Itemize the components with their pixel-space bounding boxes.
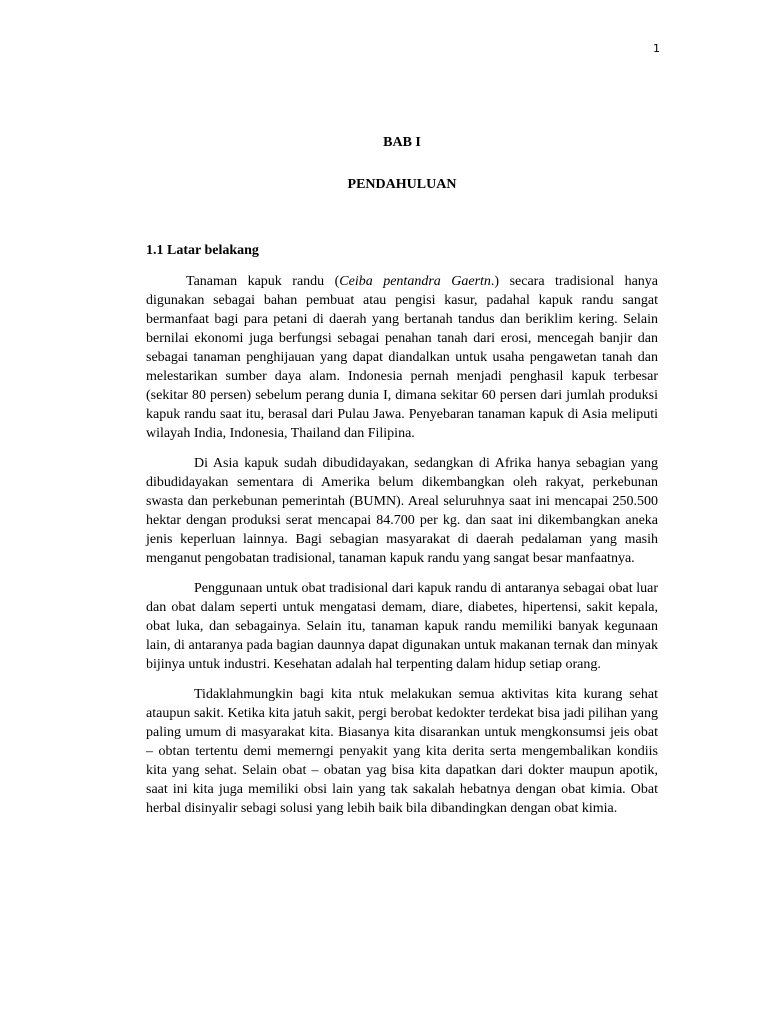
chapter-number: BAB I bbox=[383, 135, 421, 150]
paragraph-4 bbox=[146, 685, 658, 818]
paragraph-3-text: Penggunaan untuk obat tradisional dari kapuk randu di antaranya sebagai obat luar dan obat dalam seperti untuk mengatasi demam, diare, diabetes, hipertensi, sakit kepala, obat luka, dan sebagainya. Selain itu, tanaman kapuk randu memiliki banyak kegunaan lain, di antaranya pada bagian daunnya dapat digunakan untuk makanan ternak dan minyak bijinya untuk industri. Kesehatan adalah hal terpenting dalam hidup setiap orang. bbox=[146, 581, 658, 672]
paragraph-1-text: .) secara tradisional hanya digunakan sebagai bahan pembuat atau pengisi kasur, padahal kapuk randu sangat bermanfaat bagi para petani di daerah yang bertanah tandus dan beriklim kering. Selain bernilai ekonomi juga berfungsi sebagai penahan tanah dari erosi, mencegah banjir dan sebagai tanaman penghijauan yang dapat diandalkan untuk usaha pengawetan tanah dan melestarikan sumber daya alam. Indonesia pernah menjadi penghasil kapuk terbesar (sekitar 80 persen) sebelum perang dunia I, dimana sekitar 60 persen dari jumlah produksi kapuk randu saat itu, berasal dari Pulau Jawa. Penyebaran tanaman kapuk di Asia meliputi wilayah India, Indonesia, Thailand dan Filipina. bbox=[146, 274, 659, 441]
species-name: Ceiba pentandra Gaertn bbox=[339, 274, 491, 289]
page-number: 1 bbox=[653, 42, 660, 55]
paragraph-1-lead: Tanaman kapuk randu ( bbox=[186, 274, 340, 289]
section-heading: 1.1 Latar belakang bbox=[146, 243, 259, 258]
paragraph-4-text: Tidaklahmungkin bagi kita ntuk melakukan semua aktivitas kita kurang sehat ataupun sakit. Ketika kita jatuh sakit, pergi berobat kedokter terdekat bisa jadi pilihan yang paling umum di masyarakat kita. Biasanya kita disarankan untuk mengkonsumsi jeis obat – obtan tertentu demi memerngi penyakit yang kita derita serta mengembalikan kondiis kita yang sehat. Selain obat – obatan yag bisa kita dapatkan dari dokter maupun apotik, saat ini kita juga memiliki obsi lain yang tak sakalah hebatnya dengan obat kimia. Obat herbal disinyalir sebagi solusi yang lebih baik bila dibandingkan dengan obat kimia. bbox=[146, 687, 658, 816]
paragraph-2-text: Di Asia kapuk sudah dibudidayakan, sedangkan di Afrika hanya sebagian yang dibudidayakan sementara di Amerika belum dikembangkan oleh rakyat, perkebunan swasta dan perkebunan pemerintah (BUMN). Areal seluruhnya saat ini mencapai 250.500 hektar dengan produksi serat mencapai 84.700 per kg. dan saat ini dikembangkan aneka jenis keperluan lainnya. Bagi sebagian masyarakat di daerah pedalaman yang masih menganut pengobatan tradisional, tanaman kapuk randu yang sangat besar manfaatnya. bbox=[146, 456, 658, 566]
paragraph-2 bbox=[146, 454, 658, 568]
chapter-title: PENDAHULUAN bbox=[347, 177, 457, 192]
document-body bbox=[146, 133, 658, 818]
paragraph-1 bbox=[146, 272, 658, 443]
paragraph-3 bbox=[146, 579, 658, 674]
